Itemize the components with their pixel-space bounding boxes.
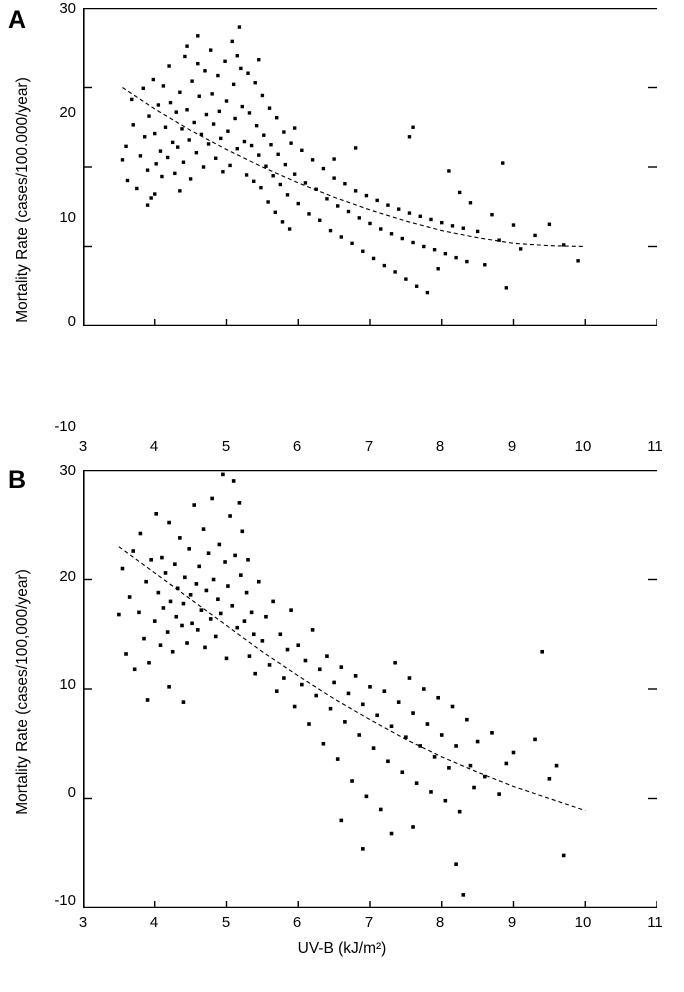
panel-b-xtick-10: 10 bbox=[574, 914, 592, 931]
panel-b-ytick-neg10: -10 bbox=[54, 892, 76, 909]
panel-b-xtick-7: 7 bbox=[364, 914, 374, 931]
panel-b-xtick-9: 9 bbox=[507, 914, 517, 931]
panel-b-xtick-3: 3 bbox=[78, 914, 88, 931]
panel-a-xtick-11: 11 bbox=[647, 438, 663, 455]
panel-a-xtick-5: 5 bbox=[221, 438, 231, 455]
panel-b-label: B bbox=[8, 466, 27, 494]
panel-b-ytick-30: 30 bbox=[59, 462, 76, 479]
panel-a-xtick-6: 6 bbox=[292, 438, 302, 455]
panel-a-ytick-10: 10 bbox=[59, 209, 76, 226]
panel-a-y-axis-label: Mortality Rate (cases/100.000/year) bbox=[14, 77, 31, 323]
panel-a-xtick-10: 10 bbox=[574, 438, 592, 455]
panel-b-xtick-8: 8 bbox=[435, 914, 445, 931]
panel-a-ytick-30: 30 bbox=[59, 0, 76, 17]
panel-b-xtick-11: 11 bbox=[647, 914, 663, 931]
panel-a-xtick-7: 7 bbox=[364, 438, 374, 455]
panel-a-xtick-9: 9 bbox=[507, 438, 517, 455]
panel-a-xtick-8: 8 bbox=[435, 438, 445, 455]
panel-a-plot-area bbox=[83, 8, 657, 326]
panel-a-xtick-3: 3 bbox=[78, 438, 88, 455]
panel-a-label: A bbox=[8, 6, 27, 34]
panel-a-xtick-4: 4 bbox=[149, 438, 159, 455]
panel-b-ytick-0: 0 bbox=[67, 784, 76, 801]
panel-a-ytick-neg10: -10 bbox=[54, 418, 76, 435]
panel-b-y-axis-label: Mortality Rate (cases/100,000/year) bbox=[14, 569, 31, 815]
panel-b-x-axis-label: UV-B (kJ/m²) bbox=[297, 940, 387, 957]
panel-b-scatter-svg bbox=[83, 470, 657, 908]
panel-a-ytick-0: 0 bbox=[67, 313, 76, 330]
panel-b-ytick-20: 20 bbox=[59, 568, 76, 585]
panel-b-xtick-4: 4 bbox=[149, 914, 159, 931]
panel-a-ytick-20: 20 bbox=[59, 104, 76, 121]
panel-b-plot-area bbox=[83, 470, 657, 908]
panel-b-xtick-6: 6 bbox=[292, 914, 302, 931]
panel-b bbox=[0, 462, 684, 992]
panel-b-ytick-10: 10 bbox=[59, 676, 76, 693]
panel-b-xtick-5: 5 bbox=[221, 914, 231, 931]
panel-a bbox=[0, 0, 684, 460]
panel-a-scatter-svg bbox=[83, 8, 657, 326]
